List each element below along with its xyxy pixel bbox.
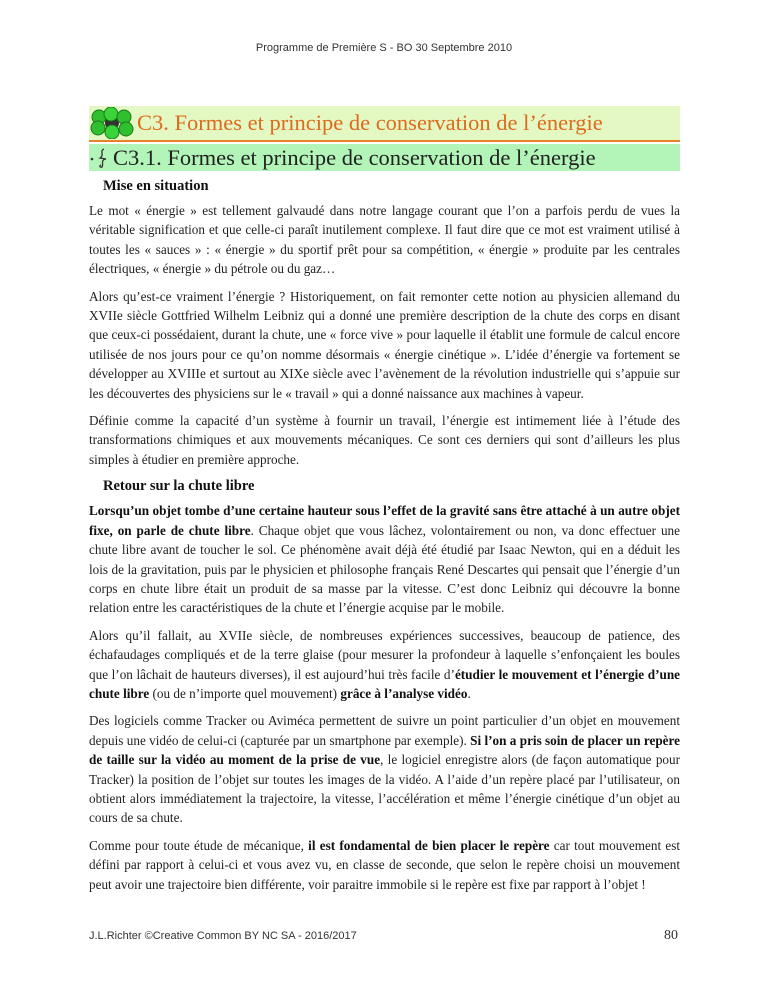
page-number: 80 — [664, 928, 678, 943]
bold-text: Lorsqu’un objet tombe d’une certaine hauteur sous l’effet de la gravité sans être attaché à un autre objet fixe, on parle de chute libre — [89, 503, 680, 538]
text: Alors qu’il fallait, au XVIIe siècle, de nombreuses expériences successives, beaucoup de patience, des échafaudages compliqués et de la terre glaise (pour mesurer la profondeur à laquelle s’enfonçaient les boules que l’on lâchait de hauteurs diverses), il est aujourd’hui très facile d’ — [89, 627, 680, 682]
paragraph — [89, 411, 680, 469]
bold-text: grâce à l’analyse vidéo — [340, 685, 468, 701]
ornament-icon — [89, 146, 111, 170]
text: (ou de n’importe quel mouvement) — [149, 685, 341, 701]
molecule-icon — [89, 107, 135, 139]
text: Définie comme la capacité d’un système à fournir un travail, l’énergie est intimement liée à l’étude des transformations chimiques et aux mouvements mécaniques. Ce sont ces derniers qui sont d’ailleurs les plus simples à étudier en première approche. — [89, 413, 680, 467]
text: Des logiciels comme Tracker ou Aviméca permettent de suivre un point particulier d’un objet en mouvement depuis une vidéo de celui-ci (capturée par un smartphone par exemple). — [89, 713, 680, 748]
page-footer — [89, 912, 678, 994]
section-title: C3.1. Formes et principe de conservation de l’énergie — [113, 144, 596, 170]
text: Le mot « énergie » est tellement galvaudé dans notre langage courant que l’on a parfois perdu de vues la véritable signification et que celle-ci paraît inutilement complexe. Il faut dire que ce mot est vraiment utilisé à toutes les « sauces » : « énergie » du sportif prêt pour sa compétition, « énergie » produite par les centrales électriques, « énergie » du pétrole ou du gaz… — [89, 203, 680, 277]
paragraph — [89, 287, 680, 403]
running-header: Programme de Première S - BO 30 Septembre 2010 — [255, 42, 513, 54]
text: Alors qu’est-ce vraiment l’énergie ? Historiquement, on fait remonter cette notion au physicien allemand du XVIIe siècle Gottfried Wilhelm Leibniz qui a donné une première description de la chute des corps en disant que ceux-ci possédaient, durant la chute, une « force vive » pour laquelle il établit une formule de calcul encore utilisée de nos jours pour ce qu’on nomme désormais « énergie cinétique ». L’idée d’énergie va fortement se développer au XVIIIe et surtout au XIXe siècle avec l’avènement de la révolution industrielle qui s’appuie sur les découvertes des physiciens sur le « travail » qui a donné naissance aux machines à vapeur. — [89, 288, 680, 401]
bold-text: Si l’on a pris soin de placer un repère de taille sur la vidéo au moment de la prise de vue — [89, 732, 680, 768]
paragraph — [89, 201, 680, 279]
section-body — [89, 501, 680, 894]
section-body — [89, 201, 680, 469]
subheading-chute-libre: Retour sur la chute libre — [103, 478, 255, 495]
chapter-heading — [89, 106, 680, 142]
text: . — [467, 685, 471, 701]
subheading-mise-en-situation: Mise en situation — [103, 178, 209, 194]
text: . Chaque objet que vous lâchez, volontairement ou non, va donc effectuer une chute libre avant de toucher le sol. Ce phénomène avait déjà été étudié par Isaac Newton, qui en a déduit les lois de la gravitation, puis par le physicien et philosophe français René Descartes qui pensait que l’énergie d’un corps en chute libre était un produit de sa masse par la vitesse. C’est donc Leibniz qui découvre la bonne relation entre les caractéristiques de la chute et l’énergie acquise par le mobile. — [89, 522, 680, 616]
paragraph — [89, 501, 680, 617]
bold-text: il est fondamental de bien placer le repère — [308, 837, 550, 853]
paragraph — [89, 836, 680, 894]
text: Comme pour toute étude de mécanique, — [89, 837, 309, 853]
bold-text: étudier le mouvement et l’énergie d’une chute libre — [89, 666, 681, 701]
text: car tout mouvement est défini par rapport à celui-ci et vous avez vu, en classe de seconde, que selon le repère choisi un mouvement peut avoir une trajectoire bien différente, voir paraitre immobile si le repère est fixe par rapport à l’objet ! — [89, 837, 681, 892]
paragraph — [89, 711, 680, 827]
chapter-title: C3. Formes et principe de conservation de l’énergie — [137, 110, 603, 135]
paragraph — [89, 626, 680, 704]
text: , le logiciel enregistre alors (de façon automatique pour Tracker) la position de l’objet sur toutes les images de la vidéo. A l’aide d’un repère placé par l’utilisateur, on obtient alors immédiatement la trajectoire, la vitesse, l’accélération et même l’énergie cinétique d’un objet au cours de sa chute. — [89, 752, 680, 826]
page-content — [89, 106, 680, 902]
section-heading — [89, 144, 680, 171]
footer-credit: J.L.Richter ©Creative Common BY NC SA - 2016/2017 — [89, 930, 357, 942]
